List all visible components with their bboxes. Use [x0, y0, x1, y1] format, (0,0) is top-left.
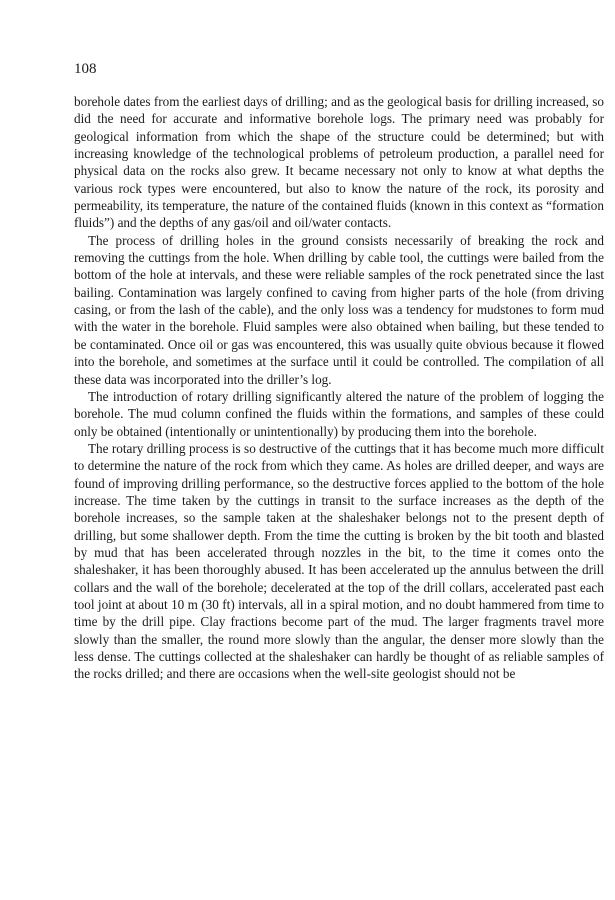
- paragraph-2: The process of drilling holes in the ground consists necessarily of breaking the rock and removing the cuttings from the hole. When drilling by cable tool, the cuttings were bailed from the bottom of the hole at intervals, and these were reliable samples of the rock penetrated since the last bailing. Contamination was largely confined to caving from higher parts of the hole (from driving casing, or from the lash of the cable), and the only loss was a tendency for mudstones to form mud with the water in the borehole. Fluid samples were also obtained when bailing, but these tended to be contaminated. Once oil or gas was encountered, this was usually quite obvious because it flowed into the borehole, and sometimes at the surface until it could be controlled. The compilation of all these data was incorporated into the driller’s log.: [74, 232, 604, 387]
- paragraph-1: borehole dates from the earliest days of drilling; and as the geological basis for drilling increased, so did the need for accurate and informative borehole logs. The primary need was probably for geological information from which the shape of the structure could be determined; but with increasing knowledge of the technological problems of petroleum production, a parallel need for physical data on the rocks also grew. It became necessary not only to know at what depths the various rock types were encountered, but also to know the nature of the rock, its porosity and permeability, its temperature, the nature of the contained fluids (known in this context as “formation fluids”) and the depths of any gas/oil and oil/water contacts.: [74, 94, 604, 231]
- paragraph-4: The rotary drilling process is so destructive of the cuttings that it has become much more difficult to determine the nature of the rock from which they came. As holes are drilled deeper, and ways are found of improving drilling performance, so the destructive forces applied to the bottom of the hole increase. The time taken by the cuttings in transit to the surface increases as the depth of the borehole increases, so the sample taken at the shaleshaker belongs not to the present depth of drilling, but some shallower depth. From the time the cutting is broken by the bit tooth and blasted by mud that has been accelerated through nozzles in the bit, to the time it comes onto the shaleshaker, it has been thoroughly abused. It has been accelerated up the annulus between the drill collars and the wall of the borehole; decelerated at the top of the drill collars, accelerated past each tool joint at about 10 m (30 ft) intervals, all in a spiral motion, and no doubt hammered from time to time by the drill pipe. Clay fractions become part of the mud. The larger fragments travel more slowly than the smaller, the round more slowly than the angular, the denser more slowly than the less dense. The cuttings collected at the shaleshaker can hardly be thought of as reliable samples of the rocks drilled; and there are occasions when the well-site geologist should not be: [74, 440, 604, 682]
- book-page: [74, 0, 604, 900]
- body-text: [74, 93, 604, 683]
- paragraph-3: The introduction of rotary drilling significantly altered the nature of the problem of logging the borehole. The mud column confined the fluids within the formations, and samples of these could only be obtained (intentionally or unintentionally) by producing them into the borehole.: [74, 388, 604, 439]
- page-number: 108: [74, 61, 97, 77]
